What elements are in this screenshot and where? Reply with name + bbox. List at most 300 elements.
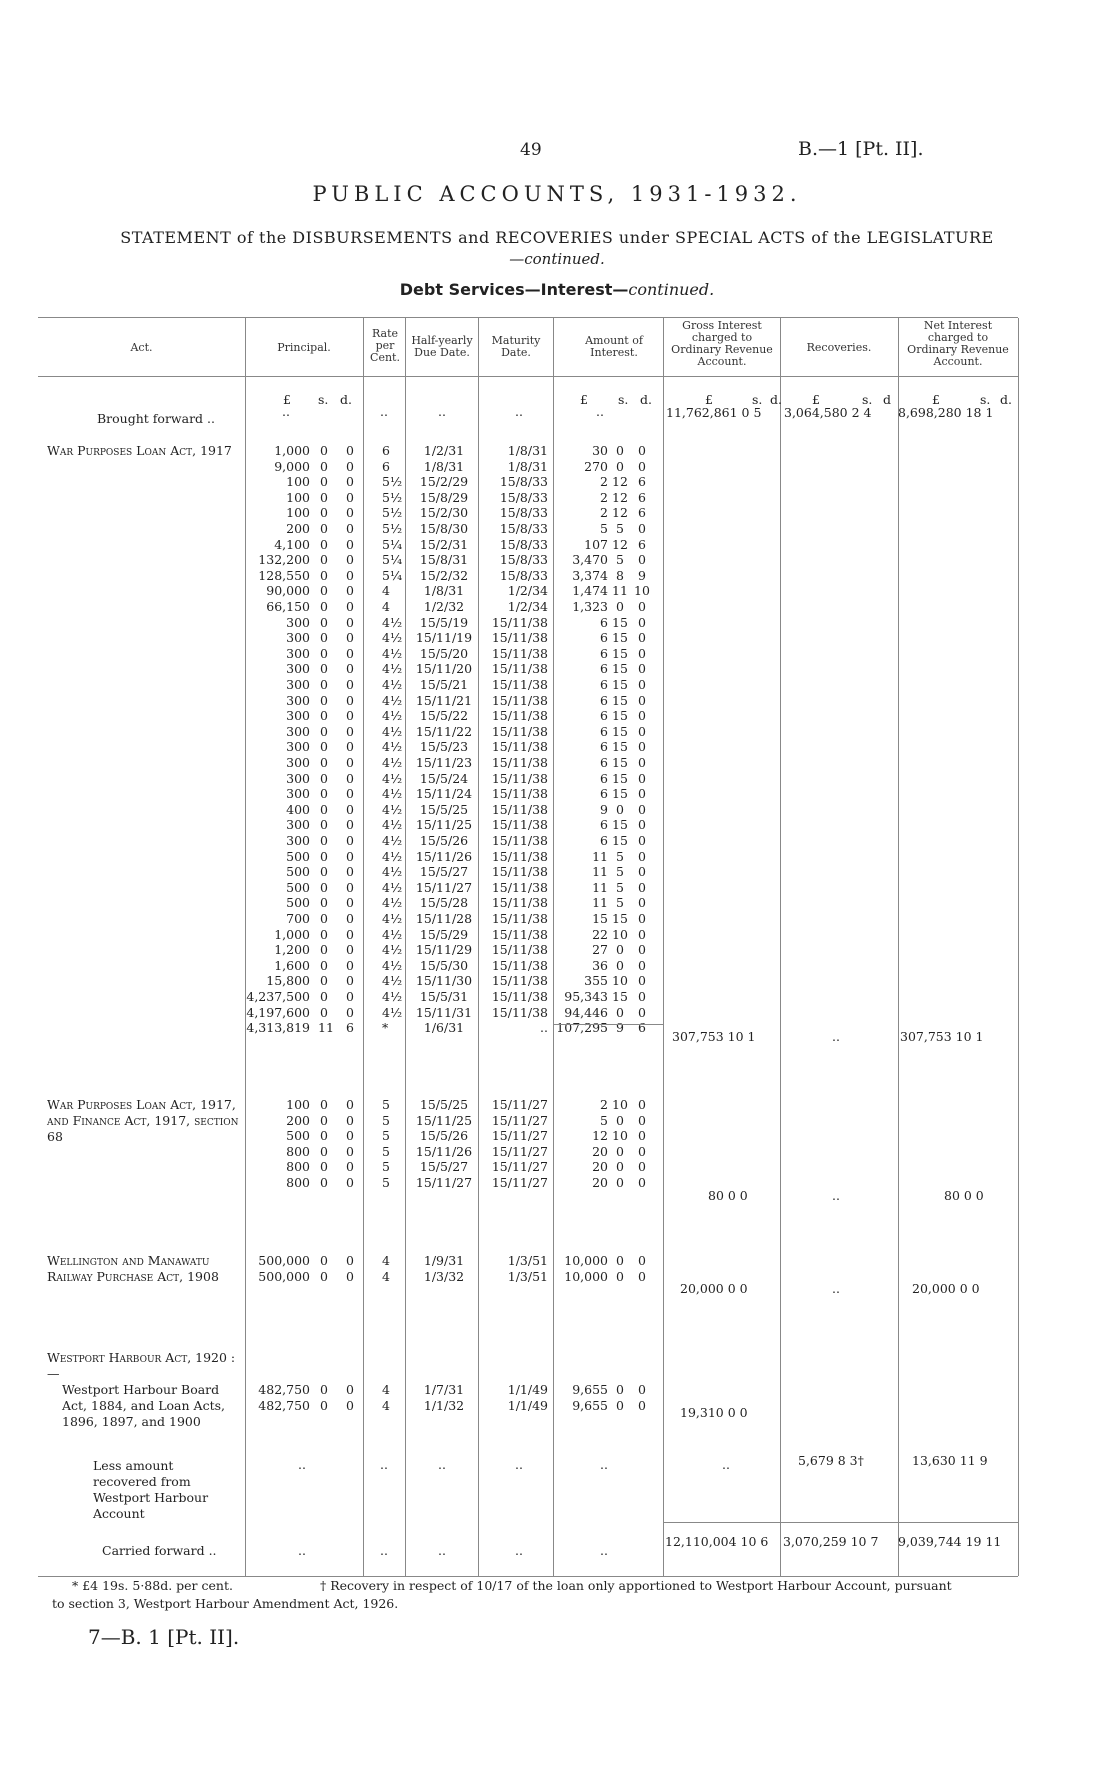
maturity-cell: 1/8/31 bbox=[507, 458, 548, 474]
less-rate-dots: .. bbox=[380, 1457, 388, 1472]
rate-cell: 5 bbox=[382, 1112, 390, 1128]
amount-shillings: 12 bbox=[612, 536, 628, 552]
principal-pounds: 500,000 bbox=[258, 1268, 310, 1284]
principal-pounds: 300 bbox=[286, 770, 310, 786]
rate-cell: 5 bbox=[382, 1128, 390, 1144]
half-yearly-cell: 15/8/31 bbox=[419, 552, 469, 568]
maturity-cell: 15/11/27 bbox=[491, 1112, 548, 1128]
amount-pence: 0 bbox=[638, 895, 646, 911]
principal-pounds: 1,000 bbox=[274, 443, 310, 458]
principal-pence: 0 bbox=[346, 1097, 354, 1112]
amount-pence: 0 bbox=[638, 1112, 646, 1128]
rate-cell: 4½ bbox=[382, 801, 403, 817]
maturity-cell: 1/1/49 bbox=[507, 1397, 548, 1413]
amount-pounds: 270 bbox=[584, 458, 608, 474]
principal-pounds: 800 bbox=[286, 1159, 310, 1175]
principal-shillings: 0 bbox=[320, 1268, 328, 1284]
half-yearly-cell: 15/11/20 bbox=[415, 661, 473, 677]
rate-cell: 4½ bbox=[382, 895, 403, 911]
principal-shillings: 0 bbox=[320, 817, 328, 833]
amount-pounds: 27 bbox=[592, 942, 608, 958]
table-row bbox=[0, 443, 1114, 459]
principal-pounds: 300 bbox=[286, 661, 310, 677]
maturity-cell: 15/11/38 bbox=[491, 708, 548, 724]
rate-cell: * bbox=[382, 1020, 389, 1036]
table-row bbox=[0, 1253, 1114, 1269]
brought-forward-half-dots: .. bbox=[438, 404, 446, 419]
amount-pence: 0 bbox=[638, 817, 646, 833]
principal-shillings: 0 bbox=[320, 458, 328, 474]
principal-shillings: 0 bbox=[320, 1397, 328, 1413]
maturity-cell: 15/11/38 bbox=[491, 864, 548, 880]
half-yearly-cell: 15/5/24 bbox=[419, 770, 469, 786]
rate-cell: 4½ bbox=[382, 926, 403, 942]
maturity-cell: 15/11/38 bbox=[491, 942, 548, 958]
principal-pounds: 500 bbox=[286, 864, 310, 880]
principal-shillings: 0 bbox=[320, 521, 328, 536]
principal-pence: 0 bbox=[346, 458, 354, 474]
principal-pounds: 300 bbox=[286, 677, 310, 692]
principal-pounds: 300 bbox=[286, 817, 310, 833]
amount-pence: 0 bbox=[638, 989, 646, 1004]
amount-shillings: 10 bbox=[612, 1128, 628, 1144]
table-row bbox=[0, 474, 1114, 490]
principal-pence: 0 bbox=[346, 1159, 354, 1175]
principal-shillings: 0 bbox=[320, 1097, 328, 1112]
amount-shillings: 15 bbox=[612, 708, 628, 724]
rate-cell: 4½ bbox=[382, 786, 403, 802]
principal-pence: 0 bbox=[346, 552, 354, 568]
maturity-cell: 15/11/38 bbox=[491, 630, 548, 646]
rate-cell: 5½ bbox=[382, 521, 403, 536]
principal-shillings: 0 bbox=[320, 599, 328, 614]
amount-shillings: 15 bbox=[612, 614, 628, 630]
amount-shillings: 0 bbox=[616, 458, 624, 474]
principal-shillings: 0 bbox=[320, 911, 328, 926]
principal-pence: 0 bbox=[346, 911, 354, 926]
principal-shillings: 0 bbox=[320, 989, 328, 1004]
amount-shillings: 8 bbox=[616, 567, 624, 583]
group-1-sum-rule bbox=[553, 1024, 663, 1025]
rate-cell: 4 bbox=[382, 1253, 390, 1268]
table-row bbox=[0, 724, 1114, 740]
amount-pence: 0 bbox=[638, 458, 646, 474]
brought-forward-net: 8,698,280 18 1 bbox=[898, 405, 994, 420]
act-name-war-purposes-finance: War Purposes Loan Act, 1917, and Finance Act, 1917, section 68 bbox=[47, 1097, 239, 1144]
half-yearly-cell: 15/2/30 bbox=[419, 505, 469, 521]
principal-pounds: 4,313,819 bbox=[246, 1020, 310, 1036]
amount-shillings: 15 bbox=[612, 661, 628, 677]
amount-pence: 0 bbox=[638, 614, 646, 630]
rate-cell: 4½ bbox=[382, 817, 403, 833]
amount-pence: 6 bbox=[638, 505, 646, 521]
less-maturity-dots: .. bbox=[515, 1457, 523, 1472]
amount-pence: 0 bbox=[638, 708, 646, 724]
amount-pounds: 2 bbox=[600, 505, 608, 521]
header-gross: Gross Interest charged to Ordinary Revenue Account. bbox=[671, 319, 773, 368]
maturity-cell: 1/3/51 bbox=[507, 1253, 548, 1268]
principal-pounds: 300 bbox=[286, 708, 310, 724]
table-row bbox=[0, 1005, 1114, 1021]
half-yearly-cell: 15/2/29 bbox=[419, 474, 469, 490]
principal-shillings: 0 bbox=[320, 957, 328, 973]
principal-pounds: 300 bbox=[286, 614, 310, 630]
bottom-reference: 7—B. 1 [Pt. II]. bbox=[88, 1625, 240, 1649]
table-row bbox=[0, 755, 1114, 771]
principal-pounds: 800 bbox=[286, 1175, 310, 1190]
amount-pounds: 20 bbox=[592, 1159, 608, 1175]
amount-pounds: 22 bbox=[592, 926, 608, 942]
maturity-cell: 15/11/38 bbox=[491, 786, 548, 802]
rate-cell: 4 bbox=[382, 1268, 390, 1284]
amount-pounds: 6 bbox=[600, 770, 608, 786]
table-row bbox=[0, 817, 1114, 833]
net-d: d. bbox=[1000, 392, 1012, 407]
amount-pence: 0 bbox=[638, 692, 646, 708]
amount-pence: 0 bbox=[638, 661, 646, 677]
amount-pounds: 95,343 bbox=[564, 989, 608, 1004]
amount-pence: 0 bbox=[638, 443, 646, 458]
rate-cell: 4½ bbox=[382, 879, 403, 895]
table-row bbox=[0, 786, 1114, 802]
amount-pounds: 2 bbox=[600, 489, 608, 505]
table-row bbox=[0, 490, 1114, 506]
principal-s: s. bbox=[318, 392, 329, 407]
amount-pounds: 9,655 bbox=[572, 1397, 608, 1413]
table-row bbox=[0, 693, 1114, 709]
principal-pounds: 800 bbox=[286, 1143, 310, 1159]
principal-pence: 0 bbox=[346, 989, 354, 1004]
carried-forward-sum-rule bbox=[663, 1522, 1018, 1523]
rate-cell: 5 bbox=[382, 1159, 390, 1175]
principal-pounds: 4,100 bbox=[274, 536, 310, 552]
brought-forward-recoveries: 3,064,580 2 4 bbox=[784, 405, 872, 420]
rate-cell: 4 bbox=[382, 1397, 390, 1413]
rate-cell: 6 bbox=[382, 458, 390, 474]
header-recoveries: Recoveries. bbox=[806, 341, 872, 354]
amount-shillings: 0 bbox=[616, 443, 624, 458]
act-name-westport-harbour: Westport Harbour Act, 1920 :— bbox=[47, 1350, 236, 1381]
amount-pounds: 10,000 bbox=[564, 1268, 608, 1284]
amount-pounds: 36 bbox=[592, 957, 608, 973]
amount-pounds: 6 bbox=[600, 661, 608, 677]
table-row bbox=[0, 459, 1114, 475]
principal-pounds: 500 bbox=[286, 895, 310, 911]
maturity-cell: 15/11/38 bbox=[491, 1004, 548, 1020]
half-yearly-cell: 15/8/30 bbox=[419, 521, 469, 536]
amount-shillings: 0 bbox=[616, 1004, 624, 1020]
table-row bbox=[0, 1113, 1114, 1129]
half-yearly-cell: 15/11/19 bbox=[415, 630, 473, 646]
maturity-cell: 15/8/33 bbox=[499, 489, 548, 505]
principal-pence: 0 bbox=[346, 1253, 354, 1268]
amount-pence: 0 bbox=[638, 1004, 646, 1020]
principal-pounds: 300 bbox=[286, 739, 310, 755]
amount-pence: 0 bbox=[638, 1397, 646, 1413]
less-half-dots: .. bbox=[438, 1457, 446, 1472]
group-1-net: 307,753 10 1 bbox=[900, 1029, 984, 1044]
amount-shillings: 5 bbox=[616, 848, 624, 864]
half-yearly-cell: 15/11/26 bbox=[415, 1143, 473, 1159]
half-yearly-cell: 1/8/31 bbox=[423, 458, 465, 474]
amount-shillings: 15 bbox=[612, 692, 628, 708]
amount-pounds: 107,295 bbox=[556, 1020, 608, 1036]
amount-shillings: 5 bbox=[616, 864, 624, 880]
footnote-dagger: † Recovery in respect of 10/17 of the loan only apportioned to Westport Harbour Account, pursuant bbox=[320, 1578, 952, 1593]
half-yearly-cell: 15/11/25 bbox=[415, 1112, 473, 1128]
group-2-gross: 80 0 0 bbox=[708, 1188, 748, 1203]
principal-pounds: 300 bbox=[286, 645, 310, 661]
half-yearly-cell: 15/11/23 bbox=[415, 755, 473, 770]
half-yearly-cell: 15/5/28 bbox=[419, 895, 469, 911]
amount-shillings: 0 bbox=[616, 1175, 624, 1190]
principal-pence: 0 bbox=[346, 567, 354, 583]
table-row bbox=[0, 880, 1114, 896]
brought-forward-maturity-dots: .. bbox=[515, 404, 523, 419]
amount-pounds: 6 bbox=[600, 739, 608, 755]
half-yearly-cell: 15/5/23 bbox=[419, 739, 469, 755]
footnote-dagger-continued: to section 3, Westport Harbour Amendment Act, 1926. bbox=[52, 1596, 399, 1611]
rate-cell: 4½ bbox=[382, 708, 403, 724]
table-bottom-rule bbox=[38, 1576, 1018, 1577]
rate-cell: 5½ bbox=[382, 474, 403, 490]
carried-forward-recoveries: 3,070,259 10 7 bbox=[783, 1534, 879, 1549]
principal-pence: 6 bbox=[346, 1020, 354, 1036]
rate-cell: 5 bbox=[382, 1175, 390, 1190]
amount-pence: 0 bbox=[638, 1382, 646, 1397]
page-title: PUBLIC ACCOUNTS, 1931-1932. bbox=[312, 182, 802, 206]
principal-pounds: 500 bbox=[286, 1128, 310, 1144]
principal-pence: 0 bbox=[346, 1112, 354, 1128]
carried-maturity-dots: .. bbox=[515, 1543, 523, 1558]
recoveries-s: s. bbox=[862, 392, 873, 407]
principal-pence: 0 bbox=[346, 536, 354, 552]
amount-d: d. bbox=[640, 392, 652, 407]
amount-pounds: 355 bbox=[584, 973, 608, 989]
amount-pounds: 9 bbox=[600, 801, 608, 817]
group-1-recoveries: .. bbox=[832, 1029, 840, 1044]
amount-shillings: 0 bbox=[616, 1397, 624, 1413]
half-yearly-cell: 15/5/31 bbox=[419, 989, 469, 1004]
amount-pounds: 11 bbox=[592, 879, 608, 895]
amount-pounds: 5 bbox=[600, 1112, 608, 1128]
rate-cell: 4½ bbox=[382, 739, 403, 755]
principal-pence: 0 bbox=[346, 957, 354, 973]
amount-shillings: 12 bbox=[612, 489, 628, 505]
principal-pence: 0 bbox=[346, 630, 354, 646]
maturity-cell: 15/11/38 bbox=[491, 833, 548, 848]
principal-pence: 0 bbox=[346, 770, 354, 786]
principal-shillings: 0 bbox=[320, 1175, 328, 1190]
gross-s: s. bbox=[752, 392, 763, 407]
principal-shillings: 0 bbox=[320, 770, 328, 786]
rate-cell: 4½ bbox=[382, 614, 403, 630]
amount-shillings: 15 bbox=[612, 833, 628, 848]
amount-pounds: 6 bbox=[600, 677, 608, 692]
net-pound-sign: £ bbox=[932, 392, 940, 407]
header-rate: Rate per Cent. bbox=[370, 327, 400, 364]
amount-pence: 0 bbox=[638, 739, 646, 755]
half-yearly-cell: 1/7/31 bbox=[423, 1382, 465, 1397]
header-maturity: Maturity Date. bbox=[491, 334, 541, 359]
maturity-cell: 15/8/33 bbox=[499, 474, 548, 490]
amount-pence: 0 bbox=[638, 911, 646, 926]
principal-shillings: 0 bbox=[320, 1159, 328, 1175]
half-yearly-cell: 15/2/32 bbox=[419, 567, 469, 583]
principal-pence: 0 bbox=[346, 739, 354, 755]
half-yearly-cell: 15/11/24 bbox=[415, 786, 473, 802]
principal-pence: 0 bbox=[346, 645, 354, 661]
principal-shillings: 0 bbox=[320, 942, 328, 958]
rate-cell: 4½ bbox=[382, 692, 403, 708]
amount-pence: 0 bbox=[638, 1097, 646, 1112]
amount-pounds: 6 bbox=[600, 630, 608, 646]
principal-shillings: 0 bbox=[320, 879, 328, 895]
principal-pounds: 300 bbox=[286, 692, 310, 708]
table-row bbox=[0, 864, 1114, 880]
principal-shillings: 0 bbox=[320, 833, 328, 848]
table-row bbox=[0, 1159, 1114, 1175]
table-row bbox=[0, 942, 1114, 958]
principal-shillings: 0 bbox=[320, 801, 328, 817]
amount-pounds: 94,446 bbox=[564, 1004, 608, 1020]
group-3-recoveries: .. bbox=[832, 1281, 840, 1296]
maturity-cell: 15/11/38 bbox=[491, 723, 548, 739]
amount-pence: 0 bbox=[638, 1268, 646, 1284]
principal-pounds: 128,550 bbox=[258, 567, 310, 583]
principal-shillings: 0 bbox=[320, 1253, 328, 1268]
amount-pence: 0 bbox=[638, 723, 646, 739]
amount-pounds: 9,655 bbox=[572, 1382, 608, 1397]
table-top-rule bbox=[38, 317, 1018, 318]
amount-pence: 0 bbox=[638, 645, 646, 661]
half-yearly-cell: 15/5/25 bbox=[419, 801, 469, 817]
table-row bbox=[0, 927, 1114, 943]
table-row bbox=[0, 771, 1114, 787]
principal-pounds: 100 bbox=[286, 1097, 310, 1112]
amount-pence: 0 bbox=[638, 864, 646, 880]
principal-pence: 0 bbox=[346, 521, 354, 536]
maturity-cell: 15/11/38 bbox=[491, 911, 548, 926]
amount-pounds: 6 bbox=[600, 817, 608, 833]
brought-forward-label: Brought forward .. bbox=[97, 411, 215, 426]
amount-pence: 6 bbox=[638, 1020, 646, 1036]
half-yearly-cell: 1/6/31 bbox=[423, 1020, 465, 1036]
half-yearly-cell: 15/5/21 bbox=[419, 677, 469, 692]
maturity-cell: 15/11/38 bbox=[491, 801, 548, 817]
table-row bbox=[0, 646, 1114, 662]
group-2-recoveries: .. bbox=[832, 1188, 840, 1203]
rate-cell: 5¼ bbox=[382, 552, 403, 568]
maturity-cell: 15/8/33 bbox=[499, 567, 548, 583]
rate-cell: 5¼ bbox=[382, 536, 403, 552]
maturity-cell: 1/2/34 bbox=[507, 583, 548, 599]
half-yearly-cell: 15/8/29 bbox=[419, 489, 469, 505]
rate-cell: 4½ bbox=[382, 973, 403, 989]
table-row bbox=[0, 708, 1114, 724]
amount-shillings: 0 bbox=[616, 599, 624, 614]
principal-shillings: 0 bbox=[320, 848, 328, 864]
half-yearly-cell: 15/2/31 bbox=[419, 536, 469, 552]
table-row bbox=[0, 849, 1114, 865]
principal-pounds: 300 bbox=[286, 723, 310, 739]
amount-shillings: 15 bbox=[612, 677, 628, 692]
principal-shillings: 0 bbox=[320, 677, 328, 692]
less-principal-dots: .. bbox=[298, 1457, 306, 1472]
section-title: Debt Services—Interest—continued. bbox=[399, 280, 715, 299]
amount-pounds: 11 bbox=[592, 848, 608, 864]
maturity-cell: 15/11/38 bbox=[491, 770, 548, 786]
principal-pounds: 100 bbox=[286, 474, 310, 490]
half-yearly-cell: 15/5/20 bbox=[419, 645, 469, 661]
amount-pence: 0 bbox=[638, 942, 646, 958]
amount-pounds: 2 bbox=[600, 1097, 608, 1112]
statement-title: STATEMENT of the DISBURSEMENTS and RECOVERIES under SPECIAL ACTS of the LEGISLATURE bbox=[120, 228, 994, 247]
rate-cell: 4½ bbox=[382, 645, 403, 661]
rate-cell: 4 bbox=[382, 1382, 390, 1397]
half-yearly-cell: 1/3/32 bbox=[423, 1268, 465, 1284]
principal-pounds: 500 bbox=[286, 848, 310, 864]
half-yearly-cell: 15/5/26 bbox=[419, 1128, 469, 1144]
group-1-gross: 307,753 10 1 bbox=[672, 1029, 756, 1044]
principal-pounds: 15,800 bbox=[266, 973, 310, 989]
group-2-net: 80 0 0 bbox=[944, 1188, 984, 1203]
amount-pounds: 11 bbox=[592, 895, 608, 911]
maturity-cell: 15/11/38 bbox=[491, 645, 548, 661]
half-yearly-cell: 15/11/26 bbox=[415, 848, 473, 864]
less-amount-dots: .. bbox=[600, 1457, 608, 1472]
rate-cell: 4½ bbox=[382, 911, 403, 926]
amount-shillings: 11 bbox=[612, 583, 628, 599]
header-half-yearly: Half-yearly Due Date. bbox=[411, 334, 473, 359]
table-row bbox=[0, 521, 1114, 537]
rate-cell: 4½ bbox=[382, 723, 403, 739]
net-s: s. bbox=[980, 392, 991, 407]
rate-cell: 4½ bbox=[382, 833, 403, 848]
maturity-cell: 15/11/38 bbox=[491, 879, 548, 895]
maturity-cell: .. bbox=[540, 1020, 548, 1036]
amount-pounds: 1,323 bbox=[572, 599, 608, 614]
principal-pence: 0 bbox=[346, 583, 354, 599]
principal-pounds: 66,150 bbox=[266, 599, 310, 614]
rate-cell: 4½ bbox=[382, 957, 403, 973]
group-3-gross: 20,000 0 0 bbox=[680, 1281, 748, 1296]
principal-pounds: 90,000 bbox=[266, 583, 310, 599]
amount-pence: 0 bbox=[638, 1159, 646, 1175]
table-row bbox=[0, 895, 1114, 911]
amount-pence: 10 bbox=[634, 583, 650, 599]
amount-pence: 6 bbox=[638, 474, 646, 490]
principal-pounds: 1,600 bbox=[274, 957, 310, 973]
principal-pounds: 482,750 bbox=[258, 1397, 310, 1413]
amount-shillings: 12 bbox=[612, 474, 628, 490]
principal-shillings: 0 bbox=[320, 1004, 328, 1020]
amount-shillings: 0 bbox=[616, 1253, 624, 1268]
maturity-cell: 15/11/38 bbox=[491, 895, 548, 911]
principal-pence: 0 bbox=[346, 723, 354, 739]
principal-pounds: 100 bbox=[286, 489, 310, 505]
half-yearly-cell: 15/11/30 bbox=[415, 973, 473, 989]
half-yearly-cell: 15/5/27 bbox=[419, 1159, 469, 1175]
group-4-net: 13,630 11 9 bbox=[912, 1453, 988, 1468]
table-row bbox=[0, 973, 1114, 989]
principal-pounds: 482,750 bbox=[258, 1382, 310, 1397]
maturity-cell: 1/3/51 bbox=[507, 1268, 548, 1284]
principal-pence: 0 bbox=[346, 864, 354, 880]
amount-pounds: 12 bbox=[592, 1128, 608, 1144]
amount-pence: 0 bbox=[638, 957, 646, 973]
amount-pounds: 10,000 bbox=[564, 1253, 608, 1268]
